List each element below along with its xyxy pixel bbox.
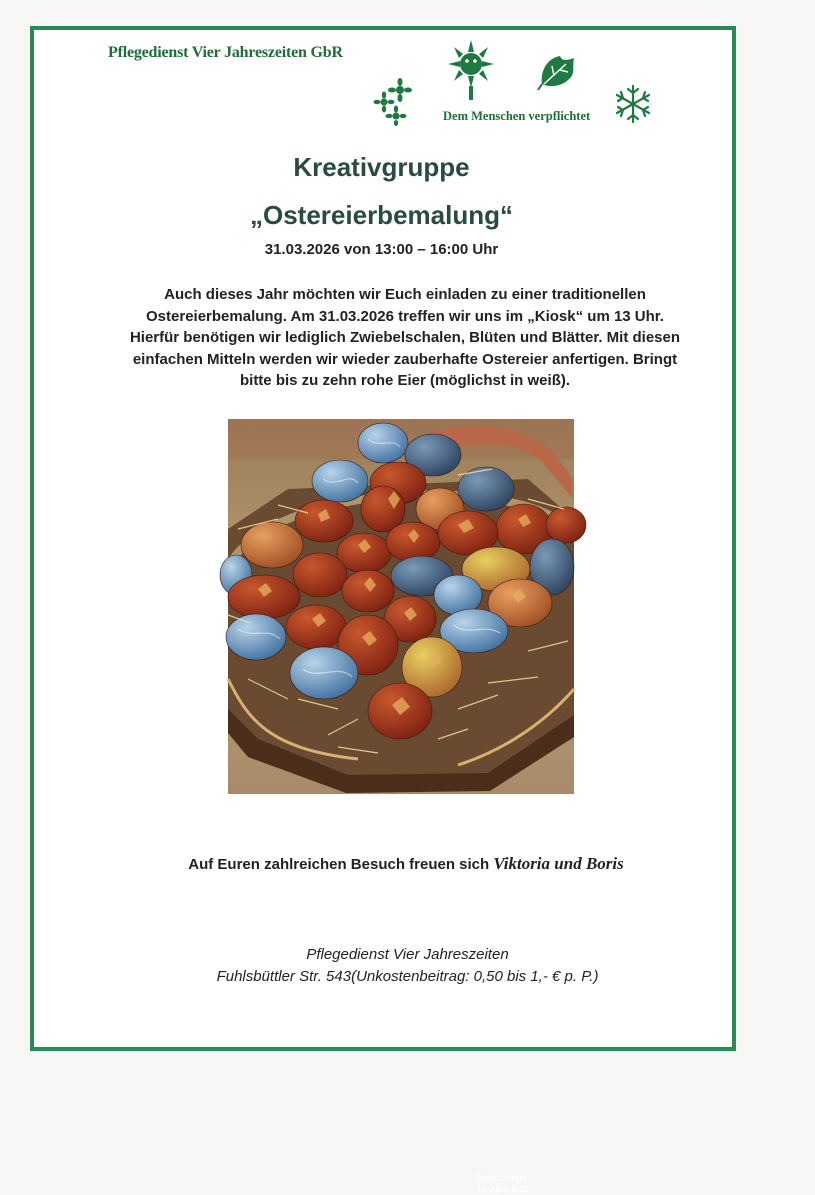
company-motto: Dem Menschen verpflichtet [443,109,591,123]
photo-credit-date: 15. April 2025 [477,1185,529,1194]
footer-company: Pflegedienst Vier Jahreszeiten [306,946,509,963]
invitation-text: Auf Euren zahlreichen Besuch freuen sich [188,856,494,873]
leaf-icon [538,54,578,92]
event-description: Auch dieses Jahr möchten wir Euch einladen zu einer traditionellen Ostereierbemalung. Am 31.03.2026 treffen wir uns im „Kiosk“ um 13 Uhr. Hierfür benötigen wir lediglich Zwiebelschalen, Blüten und Blätter. Mit diesen einfachen Mitteln werden wir wieder zauberhafte Ostereier anfertigen. Bringt bitte bis zu zehn rohe Eier (möglichst in weiß). [129,286,681,389]
footer-address: Fuhlsbüttler Str. 543(Unkostenbeitrag: 0,50 bis 1,- € p. P.) [216,968,599,985]
snowflake-icon [614,84,652,124]
photo-credit-name: Boris Livnjak [477,1174,528,1183]
company-name: Pflegedienst Vier Jahreszeiten GbR [108,44,343,61]
event-datetime: 31.03.2026 von 13:00 – 16:00 Uhr [264,241,499,258]
sun-icon [448,38,494,100]
photo-credit [477,1173,528,1195]
spring-flower-icon [372,78,414,126]
invitation-line [0,854,812,874]
event-subtitle: „Ostereierbemalung“ [250,200,513,230]
host-names: Viktoria und Boris [493,854,624,873]
event-title: Kreativgruppe [293,152,470,182]
